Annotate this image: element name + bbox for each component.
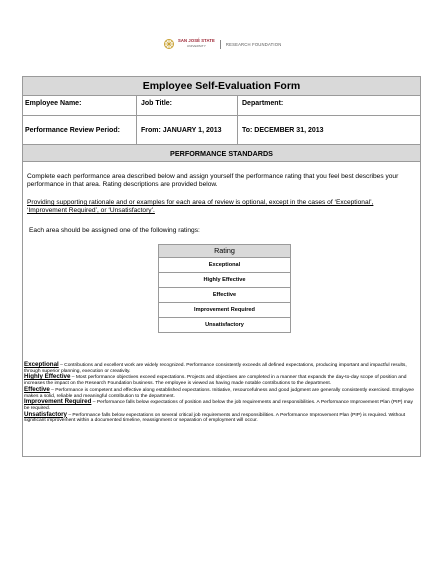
rating-item: Improvement Required [159, 303, 290, 318]
employee-name-label: Employee Name: [25, 100, 82, 107]
sjsu-seal-icon [164, 39, 174, 49]
research-foundation-label: RESEARCH FOUNDATION [225, 41, 282, 47]
from-date: From: JANUARY 1, 2013 [141, 127, 222, 134]
intro-text: Complete each performance area described below and assign yourself the performance rating that you feel best describes your performance in that area. Rating descriptions are provided below. [27, 173, 399, 189]
review-period-label: Performance Review Period: [25, 127, 120, 134]
description-highly-effective: Highly Effective – Most performance objectives exceed expectations. Projects and objectives are completed in a manner that expands the day-to-day scope of position and increases the impact on the Research Foundation business. The employee is viewed as having made notable contributions to the department. [24, 373, 407, 387]
rating-descriptions [24, 362, 416, 424]
rating-header: Rating [159, 245, 290, 258]
to-date: To: DECEMBER 31, 2013 [242, 127, 324, 134]
employee-info-row [23, 96, 420, 116]
divider [136, 116, 137, 144]
description-exceptional: Exceptional – Contributions and excellent work are widely recognized. Performance consistently exceeds all defined expectations, producing important and impactful results, through superior planning, execution or creativity. [24, 361, 407, 374]
rating-table [158, 244, 291, 333]
evaluation-form [22, 76, 421, 457]
job-title-label: Job Title: [141, 100, 172, 107]
form-title: Employee Self-Evaluation Form [142, 80, 301, 92]
sjsu-logo [164, 38, 284, 50]
rating-item: Highly Effective [159, 273, 290, 288]
review-period-row [23, 116, 420, 145]
description-effective: Effective – Performance is competent and effective along established expectations. Initiative, resourcefulness and good judgment are generally consistently exercised. Employee makes a solid, reliable and meaningful contribution to the department. [24, 385, 414, 399]
department-label: Department: [242, 100, 284, 107]
rating-item: Unsatisfactory [205, 322, 244, 328]
rationale-text: Providing supporting rationale and or examples for each area of review is optional, except in the cases of ‘Exceptional’, ‘Improvement Required’, or ‘Unsatisfactory’. [27, 199, 374, 215]
divider [237, 96, 238, 115]
standards-row [23, 145, 420, 162]
description-unsatisfactory: Unsatisfactory – Performance falls below expectations on several critical job requirements and responsibilities. A Performance Improvement Plan (PIP) is required. Without significant improvement within a documented timeline, reassignment or separation of employment will occur. [24, 410, 406, 424]
divider [136, 96, 137, 115]
rating-item: Exceptional [159, 258, 290, 273]
assign-text: Each area should be assigned one of the following ratings: [29, 227, 200, 234]
logo-divider [220, 40, 221, 49]
divider [237, 116, 238, 144]
form-title-row [23, 77, 420, 96]
description-improvement-required: Improvement Required – Performance falls below expectations of position and below the job requirements and responsibilities. A Performance Improvement Plan (PIP) may be required. [24, 398, 413, 411]
rating-item: Effective [159, 288, 290, 303]
university-name: SAN JOSÉ STATE UNIVERSITY [178, 38, 215, 48]
standards-heading: PERFORMANCE STANDARDS [170, 149, 273, 158]
